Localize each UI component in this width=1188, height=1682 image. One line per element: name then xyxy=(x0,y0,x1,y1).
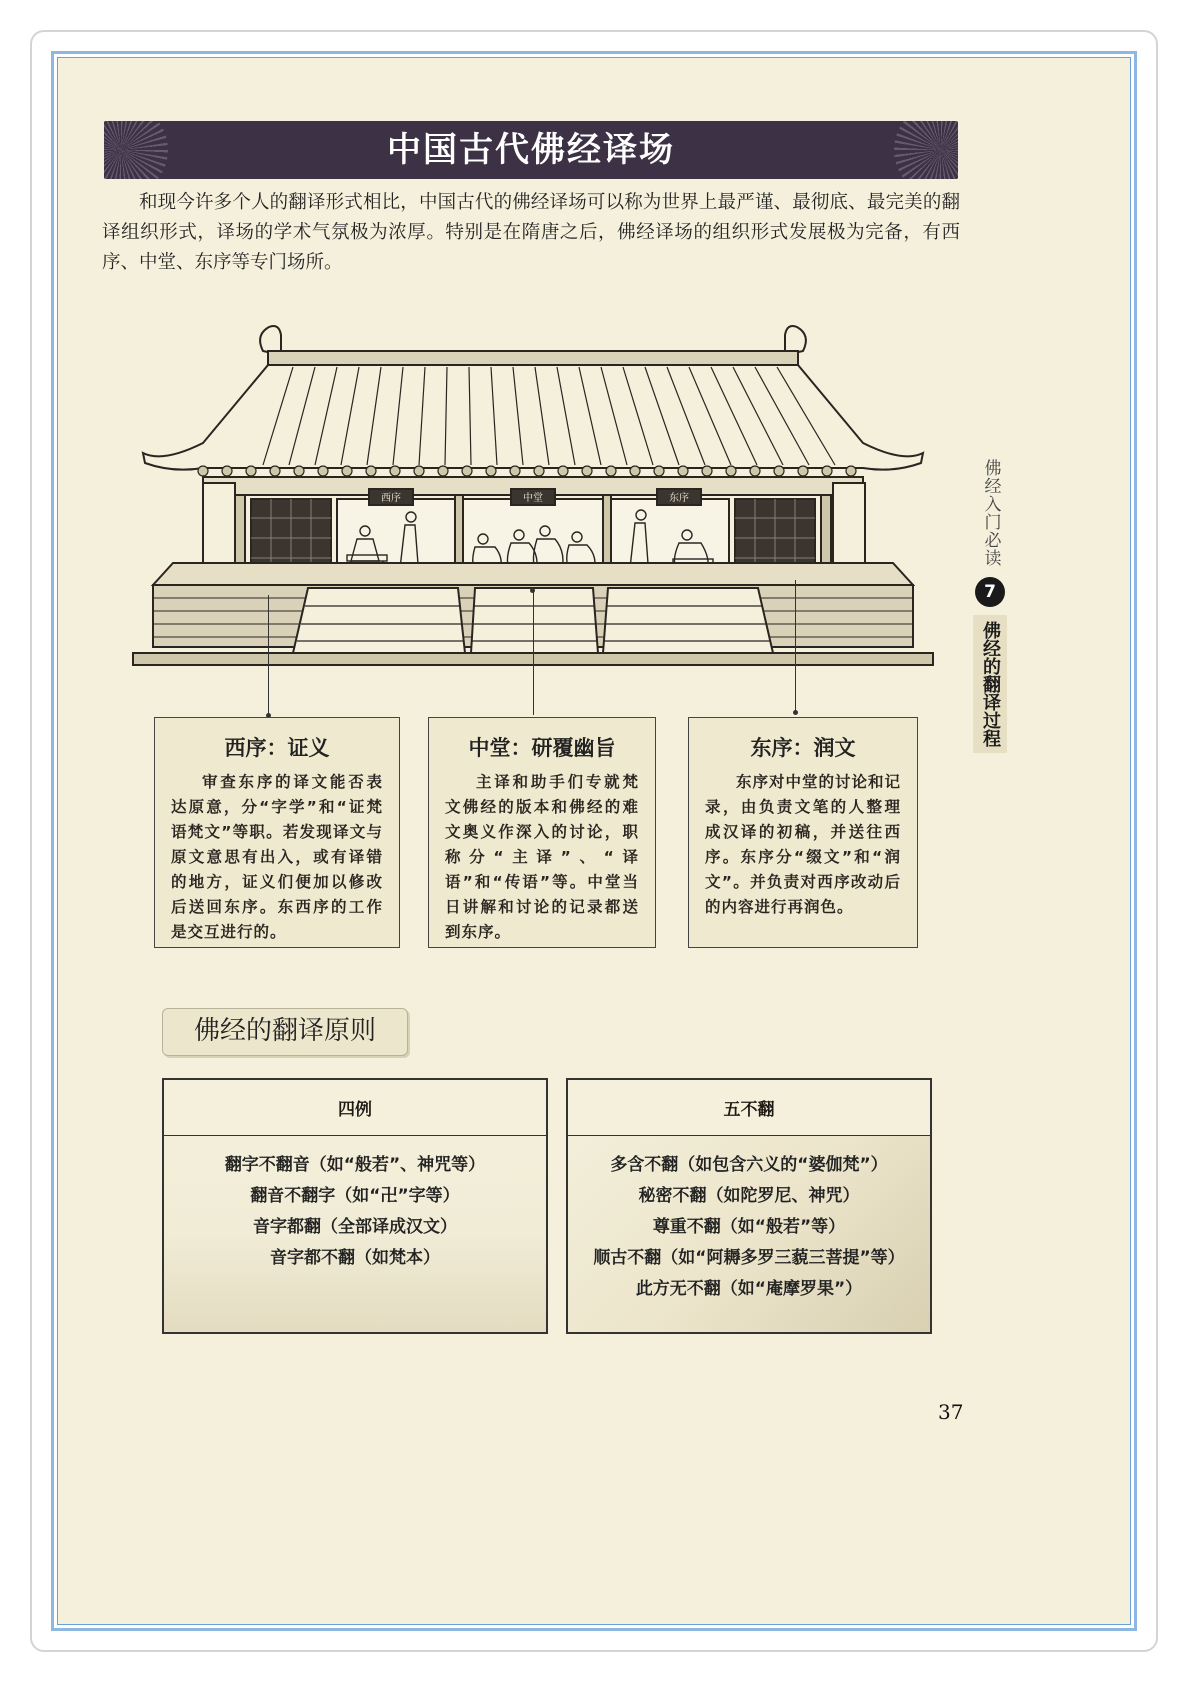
side-tab xyxy=(972,459,1008,753)
west-room-title: 西序：证义 xyxy=(224,736,330,760)
section-heading xyxy=(162,1008,408,1056)
central-room-text: 主译和助手们专就梵文佛经的版本和佛经的难文奥义作深入的讨论，职称分“主译”、“译语”和“传语”等。中堂当日讲解和讨论的记录都送到东序。 xyxy=(445,773,639,941)
plaque-central: 中堂 xyxy=(523,493,543,504)
four-rules-box xyxy=(162,1078,548,1334)
leader-line-east xyxy=(795,580,796,715)
section-heading-text: 佛经的翻译原则 xyxy=(193,1016,376,1046)
list-item: 尊重不翻（如“般若”等） xyxy=(652,1217,846,1237)
list-item: 此方无不翻（如“庵摩罗果”） xyxy=(635,1279,863,1299)
west-room-box xyxy=(154,717,400,948)
east-room-text: 东序对中堂的讨论和记录，由负责文笔的人整理成汉译的初稿，并送往西序。东序分“缀文”和“润文”。并负责对西序改动后的内容进行再润色。 xyxy=(705,773,902,916)
page-title: 中国古代佛经译场 xyxy=(387,130,675,170)
four-rules-list xyxy=(164,1136,546,1274)
list-item: 翻音不翻字（如“卍”字等） xyxy=(250,1186,460,1206)
list-item: 秘密不翻（如陀罗尼、神咒） xyxy=(638,1186,860,1206)
page-number: 37 xyxy=(938,1400,964,1424)
central-room-title: 中堂：研覆幽旨 xyxy=(468,736,616,760)
intro-paragraph: 和现今许多个人的翻译形式相比，中国古代的佛经译场可以称为世界上最严谨、最彻底、最完美的翻译组织形式，译场的学术气氛极为浓厚。特别是在隋唐之后，佛经译场的组织形式发展极为完备，有西序、中堂、东序等专门场所。 xyxy=(102,192,960,273)
list-item: 音字都不翻（如梵本） xyxy=(270,1248,440,1268)
four-rules-heading: 四例 xyxy=(164,1080,546,1136)
list-item: 多含不翻（如包含六义的“婆伽梵”） xyxy=(610,1155,888,1175)
list-item: 音字都翻（全部译成汉文） xyxy=(253,1217,457,1237)
plaque-west: 西序 xyxy=(381,493,401,504)
leader-line-central xyxy=(533,590,534,715)
plaque-east: 东序 xyxy=(669,493,689,504)
leader-dot-central xyxy=(530,588,535,593)
leader-line-west xyxy=(268,595,269,715)
chapter-title-vertical: 佛经的翻译过程 xyxy=(973,615,1007,753)
west-room-text: 审查东序的译文能否表达原意，分“字学”和“证梵语梵文”等职。若发现译文与原文意思有出入，或有译错的地方，证义们便加以修改后送回东序。东西序的工作是交互进行的。 xyxy=(171,773,383,941)
five-untranslated-heading: 五不翻 xyxy=(568,1080,930,1136)
chapter-number-badge: 7 xyxy=(975,577,1005,607)
five-untranslated-box xyxy=(566,1078,932,1334)
central-room-box xyxy=(428,717,656,948)
list-item: 翻字不翻音（如“般若”、神咒等） xyxy=(224,1155,486,1175)
list-item: 顺古不翻（如“阿耨多罗三藐三菩提”等） xyxy=(593,1248,905,1268)
book-title-vertical: 佛经入门必读 xyxy=(980,459,1001,567)
leader-dot-east xyxy=(793,710,798,715)
five-untranslated-list xyxy=(568,1136,930,1305)
east-room-title: 东序：润文 xyxy=(750,736,856,760)
title-band xyxy=(104,121,958,179)
east-room-box xyxy=(688,717,918,948)
